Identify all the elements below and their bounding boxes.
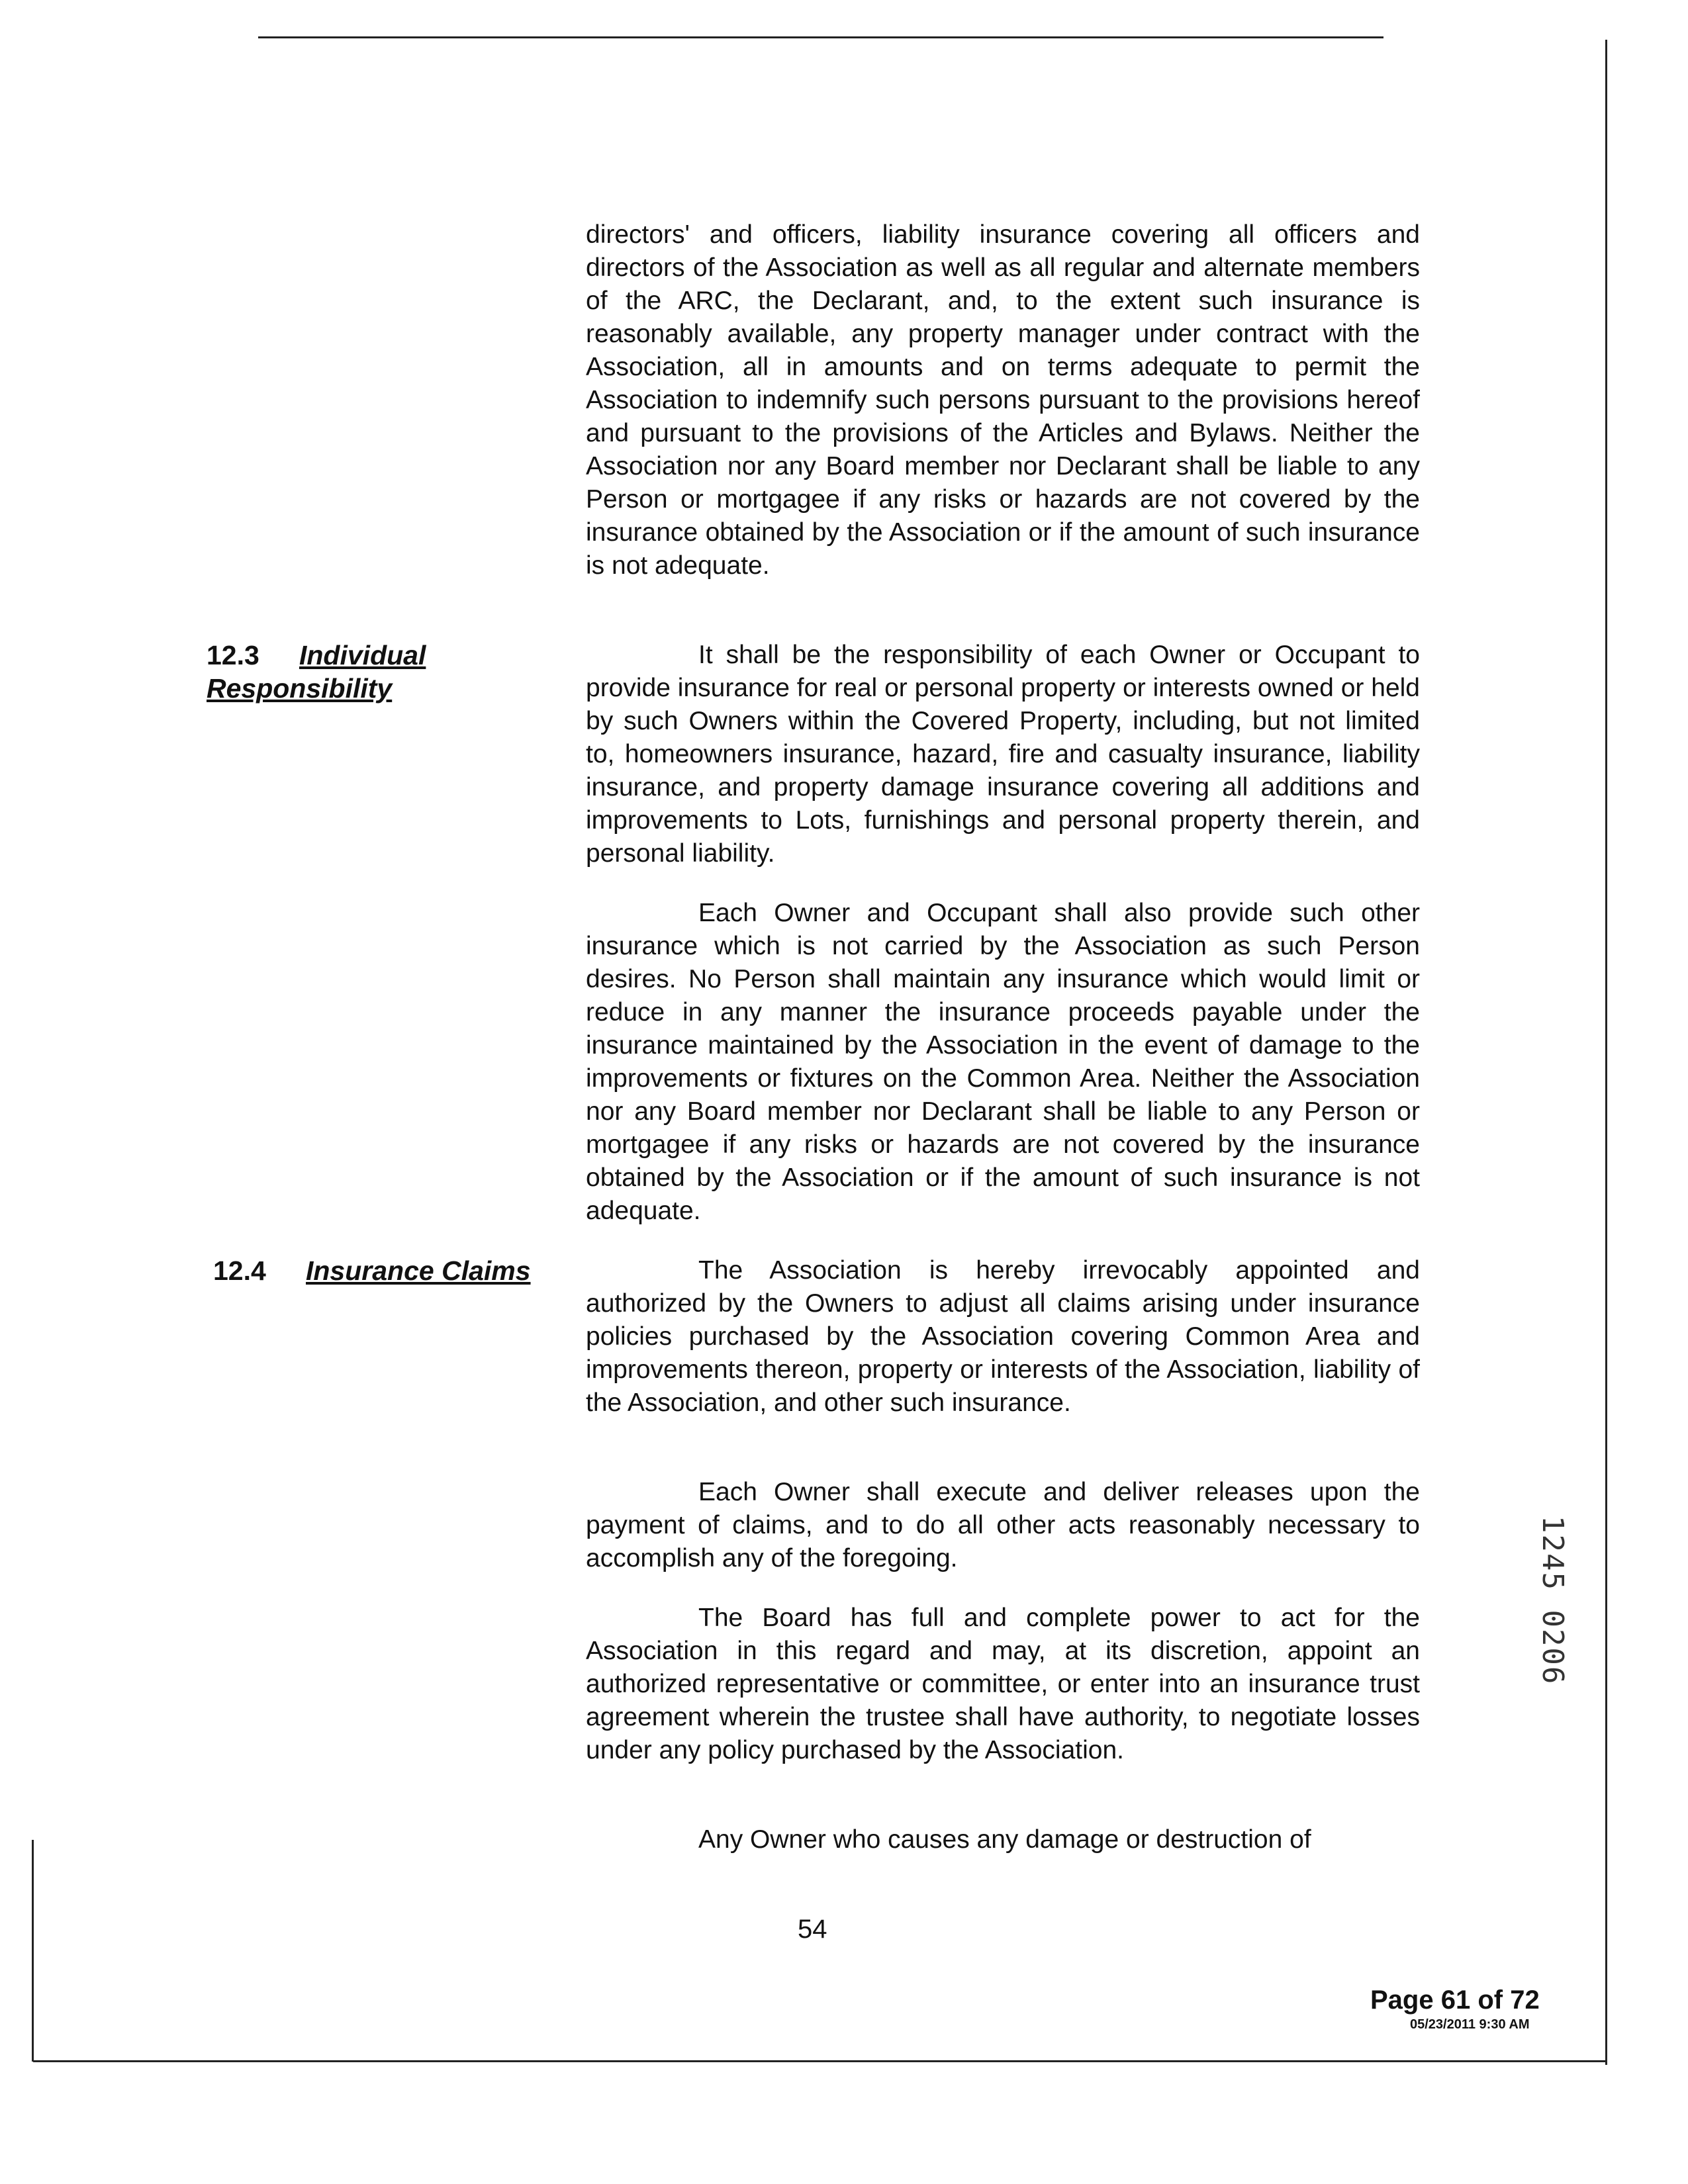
paragraph-directors-insurance: directors' and officers, liability insurance covering all officers and directors of the Association as well as all regular and alternate members of the ARC, the Declarant, and, to the extent such insurance is reasonably available, any property manager under contract with the Association, all in amounts and on terms adequate to permit the Association to indemnify such persons pursuant to the provisions hereof and pursuant to the provisions of the Articles and Bylaws. Neither the Association nor any Board member nor Declarant shall be liable to any Person or mortgagee if any risks or hazards are not covered by the insurance obtained by the Association or if the amount of such insurance is not adequate. bbox=[586, 220, 1420, 580]
paragraph-insurance-claims: The Association is hereby irrevocably appointed and authorized by the Owners to adjust all claims arising under insurance policies purchased by the Association covering Common Area and improvements thereon, property or interests of the Association, liability of the Association, and other such insurance. bbox=[586, 1256, 1420, 1417]
section-title: Insurance Claims bbox=[306, 1255, 531, 1286]
top-border-line bbox=[258, 36, 1383, 38]
paragraph-releases: Each Owner shall execute and deliver releases upon the payment of claims, and to do all other acts reasonably necessary to accomplish any of the foregoing. bbox=[586, 1478, 1420, 1572]
footer-page-count: Page 61 of 72 bbox=[1370, 1985, 1540, 2015]
right-border-line bbox=[1605, 40, 1607, 2065]
paragraph-individual-responsibility: It shall be the responsibility of each Owner or Occupant to provide insurance for real or personal property or interests owned or held by such Owners within the Covered Property, including, but not limited to, homeowners insurance, hazard, fire and casualty insurance, liability insurance, and property damage insurance covering all additions and improvements to Lots, furnishings and personal property therein, and personal liability. bbox=[586, 641, 1420, 868]
section-number: 12.4 bbox=[213, 1255, 266, 1286]
left-border-line bbox=[32, 1840, 34, 2062]
section-12-3-heading bbox=[207, 639, 426, 705]
section-number: 12.3 bbox=[207, 640, 259, 670]
side-recording-stamp: 1245 0206 bbox=[1536, 1516, 1570, 1686]
section-title: Individual bbox=[299, 640, 426, 670]
footer-datetime: 05/23/2011 9:30 AM bbox=[1410, 2017, 1530, 2032]
page-number: 54 bbox=[798, 1915, 827, 1944]
paragraph-owner-damage: Any Owner who causes any damage or destruction of bbox=[698, 1825, 1311, 1854]
section-title-continued: Responsibility bbox=[207, 673, 393, 704]
section-12-4-heading bbox=[213, 1254, 531, 1287]
paragraph-other-insurance: Each Owner and Occupant shall also provide such other insurance which is not carried by the Association as such Person desires. No Person shall maintain any insurance which would limit or reduce in any manner the insurance proceeds payable under the insurance maintained by the Association in the event of damage to the improvements or fixtures on the Common Area. Neither the Association nor any Board member nor Declarant shall be liable to any Person or mortgagee if any risks or hazards are not covered by the insurance obtained by the Association or if the amount of such insurance is not adequate. bbox=[586, 899, 1420, 1225]
bottom-border-line bbox=[33, 2060, 1605, 2062]
paragraph-board-power: The Board has full and complete power to act for the Association in this regard and may, at its discretion, appoint an authorized representative or committee, or enter into an insurance trust agreement wherein the trustee shall have authority, to negotiate losses under any policy purchased by the Association. bbox=[586, 1604, 1420, 1764]
